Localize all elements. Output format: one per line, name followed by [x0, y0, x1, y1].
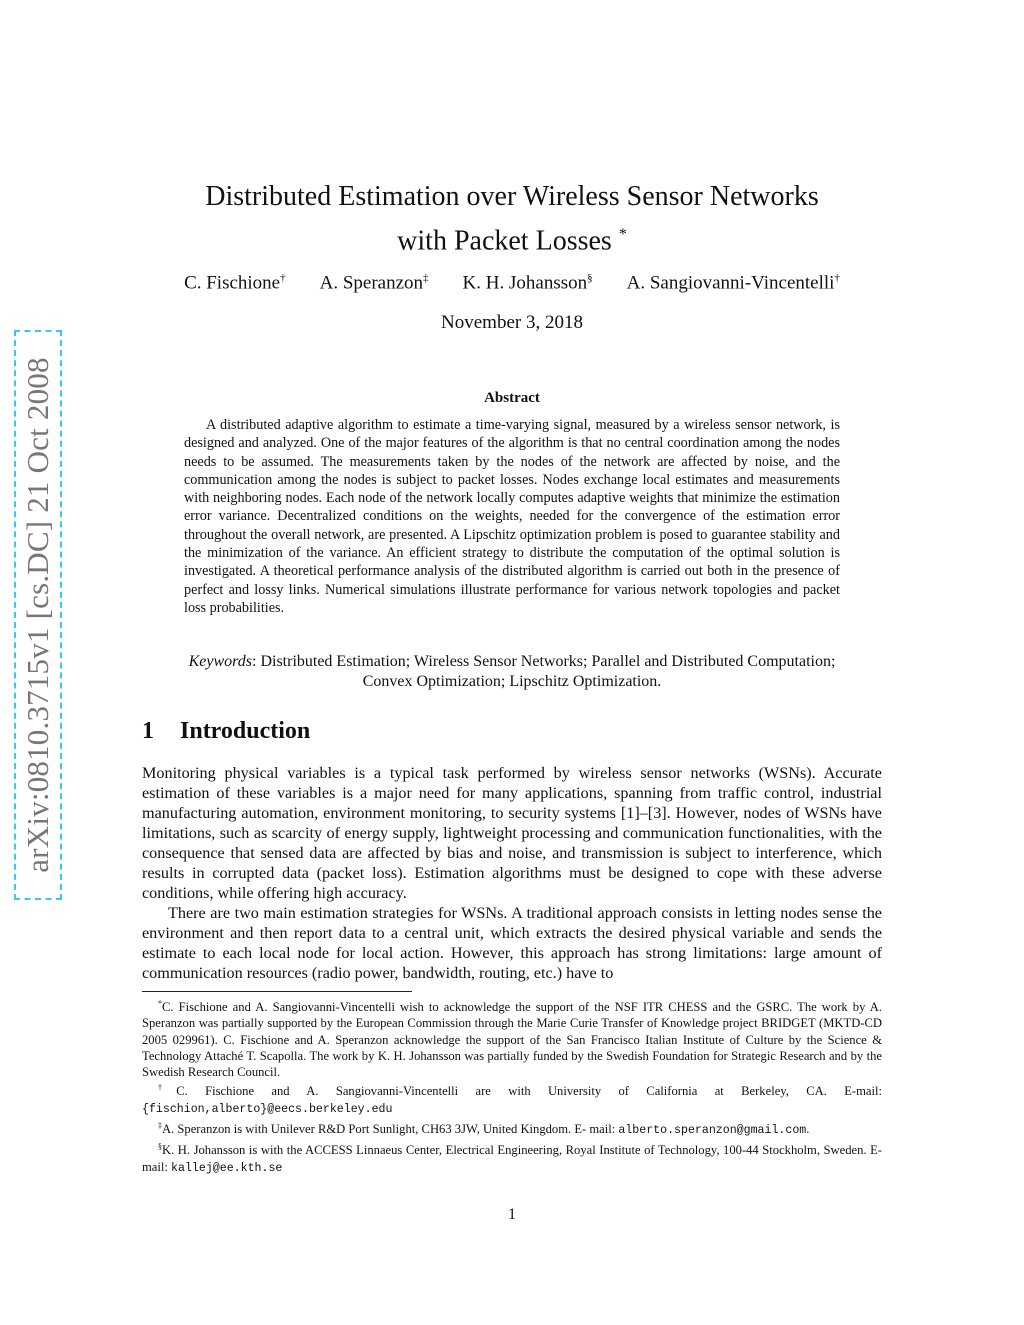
author [463, 272, 593, 294]
author-name: K. H. Johansson [462, 272, 588, 294]
page-number: 1 [508, 1206, 516, 1223]
author-footnote-mark[interactable]: † [834, 272, 840, 284]
footnote [142, 1139, 882, 1177]
paper-title [140, 178, 884, 260]
keywords-label: Keywords [188, 653, 252, 670]
footnote-text: C. Fischione and A. Sangiovanni-Vincentelli wish to acknowledge the support of the NSF ITR CHESS and the GSRC. The work by A. Speranzon was partially supported by the European Commission through the Marie Curie Transfer of Knowledge project BRIDGET (MKTD-CD 2005 029961). C. Fischione and A. Speranzon acknowledge the support of the San Francisco Italian Institute of Culture by the Science & Technology Attaché T. Scapolla. The work by K. H. Johansson was partially funded by the Swedish Foundation for Strategic Research and by the Swedish Research Council. [142, 1000, 882, 1079]
title-line-2-text: with Packet Losses [397, 225, 612, 257]
author-footnote-mark[interactable]: § [587, 272, 593, 284]
title-line-1: Distributed Estimation over Wireless Sensor Networks [205, 181, 819, 212]
footnote-text: A. Speranzon is with Unilever R&D Port Sunlight, CH63 3JW, United Kingdom. E- mail: [162, 1121, 616, 1136]
footnote-rule [142, 991, 412, 992]
keywords: Keywords: Distributed Estimation; Wireless Sensor Networks; Parallel and Distributed Computation; Convex Optimization; Lipschitz Optimization. [188, 653, 836, 690]
author-footnote-mark[interactable]: ‡ [423, 272, 429, 284]
author [184, 272, 286, 294]
footnote-punctuation: . [806, 1121, 810, 1136]
arxiv-identifier[interactable]: arXiv:0810.3715v1 [cs.DC] 21 Oct 2008 [20, 357, 55, 873]
footnote [142, 996, 882, 1080]
author-name: A. Sangiovanni-Vincentelli [626, 272, 835, 294]
abstract-heading: Abstract [484, 390, 540, 406]
title-line-2 [140, 216, 884, 260]
section-title: Introduction [180, 718, 311, 744]
paper-date: November 3, 2018 [441, 312, 583, 333]
email-link[interactable]: {fischion,alberto}@eecs.berkeley.edu [142, 1102, 393, 1116]
keywords-text: Distributed Estimation; Wireless Sensor Networks; Parallel and Distributed Computation; Convex Optimization; Lipschitz Optimization. [260, 653, 836, 690]
footnote [142, 1080, 882, 1118]
author-list [140, 272, 884, 294]
author-name: A. Speranzon [319, 272, 424, 294]
footnote-text: K. H. Johansson is with the ACCESS Linnaeus Center, Electrical Engineering, Royal Institute of Technology, 100-44 Stockholm, Sweden. E-mail: [142, 1143, 882, 1174]
footnotes [142, 996, 882, 1177]
footnote [142, 1118, 882, 1139]
author [320, 272, 429, 294]
email-link[interactable]: kallej@ee.kth.se [171, 1161, 283, 1175]
arxiv-stamp[interactable] [14, 330, 62, 900]
abstract-text: A distributed adaptive algorithm to estimate a time-varying signal, measured by a wireless sensor network, is designed and analyzed. One of the major features of the algorithm is that no central coordination among the nodes needs to be assumed. The measurements taken by the nodes of the network are affected by noise, and the communication among the nodes is subject to packet losses. Nodes exchange local estimates and measurements with neighboring nodes. Each node of the network locally computes adaptive weights that minimize the estimation error variance. Decentralized conditions on the weights, needed for the convergence of the estimation error throughout the overall network, are presented. A Lipschitz optimization problem is posed to guarantee stability and the minimization of the variance. An efficient strategy to distribute the computation of the optimal solution is investigated. A theoretical performance analysis of the distributed algorithm is carried out both in the presence of perfect and lossy links. Numerical simulations illustrate performance for various network topologies and packet loss probabilities. [184, 417, 840, 616]
footnote-mark: § [158, 1142, 162, 1152]
paragraph: Monitoring physical variables is a typical task performed by wireless sensor networks (WSNs). Accurate estimation of these variables is a major need for many applications, spanning from traffic control, industrial manufacturing automation, environment monitoring, to security systems [1]–[3]. However, nodes of WSNs have limitations, such as scarcity of energy supply, lightweight processing and communication functionalities, with the consequence that sensed data are affected by bias and noise, and transmission is subject to interference, which results in corrupted data (packet loss). Estimation algorithms must be designed to cope with these adverse conditions, while offering high accuracy. [142, 764, 882, 902]
footnote-text: C. Fischione and A. Sangiovanni-Vincentelli are with University of California at Berkeley, CA. E-mail: [176, 1084, 882, 1099]
author [627, 272, 840, 294]
section-heading [142, 718, 310, 745]
author-footnote-mark[interactable]: † [280, 272, 286, 284]
paragraph: There are two main estimation strategies for WSNs. A traditional approach consists in letting nodes sense the environment and then report data to a central unit, which extracts the desired physical variable and sends the estimate to each local node for local action. However, this approach has strong limitations: large amount of communication resources (radio power, bandwidth, routing, etc.) have to [142, 904, 882, 982]
section-number: 1 [142, 718, 154, 744]
author-name: C. Fischione [184, 272, 281, 294]
footnote-mark: ‡ [158, 1120, 162, 1130]
footnote-mark: † [158, 1083, 177, 1093]
footnote-mark: * [158, 999, 162, 1008]
email-link[interactable]: alberto.speranzon@gmail.com [618, 1123, 807, 1137]
section-body [142, 763, 882, 983]
title-footnote-mark[interactable]: * [618, 226, 627, 243]
